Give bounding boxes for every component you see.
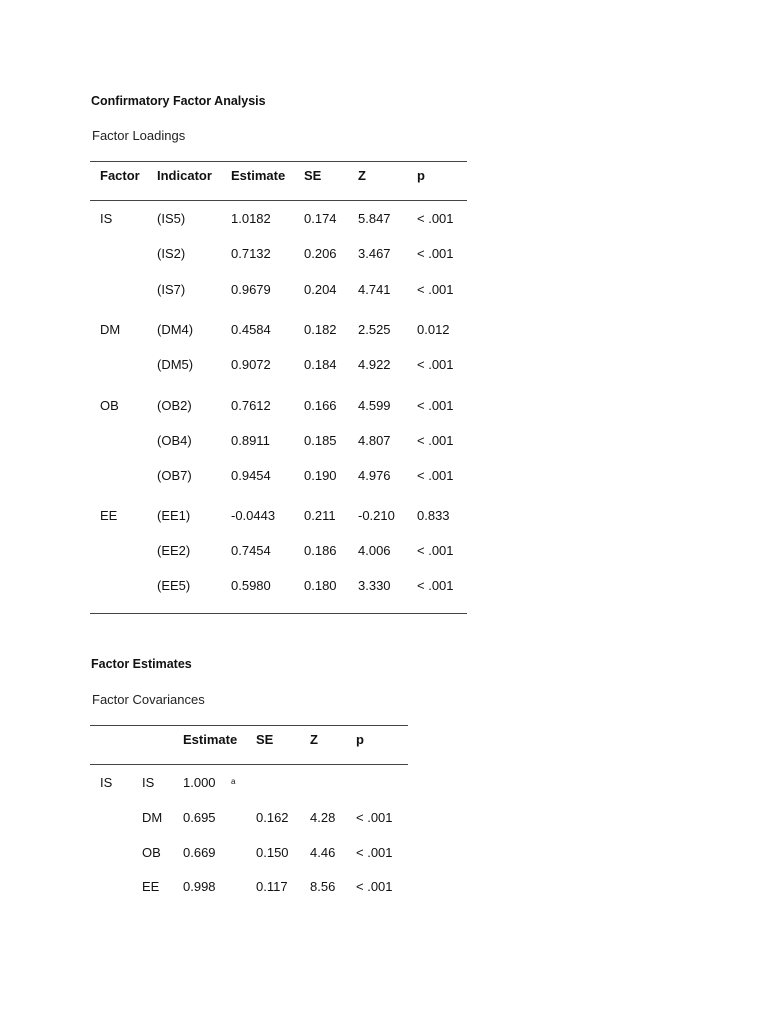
- row-indicator: (IS7): [157, 282, 186, 297]
- row-z: 2.525: [358, 322, 391, 337]
- row-se: 0.206: [304, 246, 337, 261]
- row-se: 0.180: [304, 578, 337, 593]
- row-z: 4.922: [358, 357, 391, 372]
- row-z: 4.976: [358, 468, 391, 483]
- row-indicator: (EE5): [157, 578, 191, 593]
- row-se: 0.166: [304, 398, 337, 413]
- row-p: < .001: [417, 398, 454, 413]
- row-factor: EE: [100, 508, 118, 523]
- row-z: 4.807: [358, 433, 391, 448]
- row-z: 5.847: [358, 211, 391, 226]
- cov-header-se: SE: [256, 732, 274, 747]
- row-indicator: (IS2): [157, 246, 186, 261]
- estimates-title: Factor Estimates: [91, 657, 192, 671]
- loadings-header-rule: [90, 200, 467, 201]
- row-factor2: DM: [142, 810, 163, 825]
- row-se: 0.185: [304, 433, 337, 448]
- row-z: 4.28: [310, 810, 336, 825]
- row-estimate: 0.9454: [231, 468, 271, 483]
- row-z: 4.741: [358, 282, 391, 297]
- row-p: < .001: [417, 468, 454, 483]
- cov-header-p: p: [356, 732, 364, 747]
- row-estimate: 1.0182: [231, 211, 271, 226]
- header-p: p: [417, 168, 425, 183]
- row-p: < .001: [356, 879, 393, 894]
- row-p: < .001: [417, 282, 454, 297]
- row-se: 0.174: [304, 211, 337, 226]
- loadings-subtitle: Factor Loadings: [92, 128, 186, 143]
- cfa-title: Confirmatory Factor Analysis: [91, 94, 266, 108]
- row-se: 0.186: [304, 543, 337, 558]
- header-factor: Factor: [100, 168, 140, 183]
- row-se: 0.162: [256, 810, 289, 825]
- row-estimate: -0.0443: [231, 508, 276, 523]
- row-p: < .001: [356, 810, 393, 825]
- row-p: 0.012: [417, 322, 450, 337]
- row-se: 0.150: [256, 845, 289, 860]
- row-se: 0.204: [304, 282, 337, 297]
- row-factor: DM: [100, 322, 121, 337]
- row-z: 8.56: [310, 879, 336, 894]
- row-p: < .001: [417, 578, 454, 593]
- header-z: Z: [358, 168, 366, 183]
- row-z: -0.210: [358, 508, 395, 523]
- row-estimate: 0.4584: [231, 322, 271, 337]
- header-indicator: Indicator: [157, 168, 212, 183]
- loadings-top-rule: [90, 161, 467, 162]
- row-se: 0.211: [304, 508, 336, 523]
- row-estimate: 0.9679: [231, 282, 271, 297]
- covariances-subtitle: Factor Covariances: [92, 692, 205, 707]
- header-estimate: Estimate: [231, 168, 286, 183]
- header-se: SE: [304, 168, 322, 183]
- row-factor1: IS: [100, 775, 113, 790]
- row-estimate: 0.8911: [231, 433, 270, 448]
- row-p: < .001: [417, 211, 454, 226]
- row-estimate: 1.000: [183, 775, 216, 790]
- row-p: < .001: [356, 845, 393, 860]
- row-z: 4.599: [358, 398, 391, 413]
- covariances-top-rule: [90, 725, 408, 726]
- row-se: 0.117: [256, 879, 288, 894]
- row-indicator: (EE2): [157, 543, 191, 558]
- row-z: 3.330: [358, 578, 391, 593]
- row-estimate: 0.9072: [231, 357, 271, 372]
- row-factor: IS: [100, 211, 113, 226]
- cov-header-estimate: Estimate: [183, 732, 238, 747]
- row-estimate: 0.695: [183, 810, 216, 825]
- row-p: < .001: [417, 433, 454, 448]
- row-estimate: 0.5980: [231, 578, 271, 593]
- row-factor: OB: [100, 398, 119, 413]
- row-indicator: (OB2): [157, 398, 192, 413]
- row-p: 0.833: [417, 508, 450, 523]
- row-estimate: 0.7612: [231, 398, 271, 413]
- row-se: 0.182: [304, 322, 337, 337]
- row-factor2: EE: [142, 879, 160, 894]
- row-z: 4.46: [310, 845, 336, 860]
- row-se: 0.190: [304, 468, 337, 483]
- row-estimate: 0.7132: [231, 246, 271, 261]
- row-indicator: (EE1): [157, 508, 191, 523]
- row-z: 4.006: [358, 543, 391, 558]
- row-factor2: OB: [142, 845, 161, 860]
- row-indicator: (DM4): [157, 322, 194, 337]
- cov-header-z: Z: [310, 732, 318, 747]
- row-footnote-marker: a: [231, 777, 236, 786]
- row-indicator: (OB7): [157, 468, 192, 483]
- row-p: < .001: [417, 543, 454, 558]
- row-estimate: 0.669: [183, 845, 216, 860]
- row-indicator: (OB4): [157, 433, 192, 448]
- row-factor2: IS: [142, 775, 155, 790]
- loadings-bottom-rule: [90, 613, 467, 614]
- row-indicator: (DM5): [157, 357, 194, 372]
- covariances-header-rule: [90, 764, 408, 765]
- row-estimate: 0.998: [183, 879, 216, 894]
- row-se: 0.184: [304, 357, 337, 372]
- row-p: < .001: [417, 246, 454, 261]
- row-z: 3.467: [358, 246, 391, 261]
- row-p: < .001: [417, 357, 454, 372]
- row-indicator: (IS5): [157, 211, 186, 226]
- row-estimate: 0.7454: [231, 543, 271, 558]
